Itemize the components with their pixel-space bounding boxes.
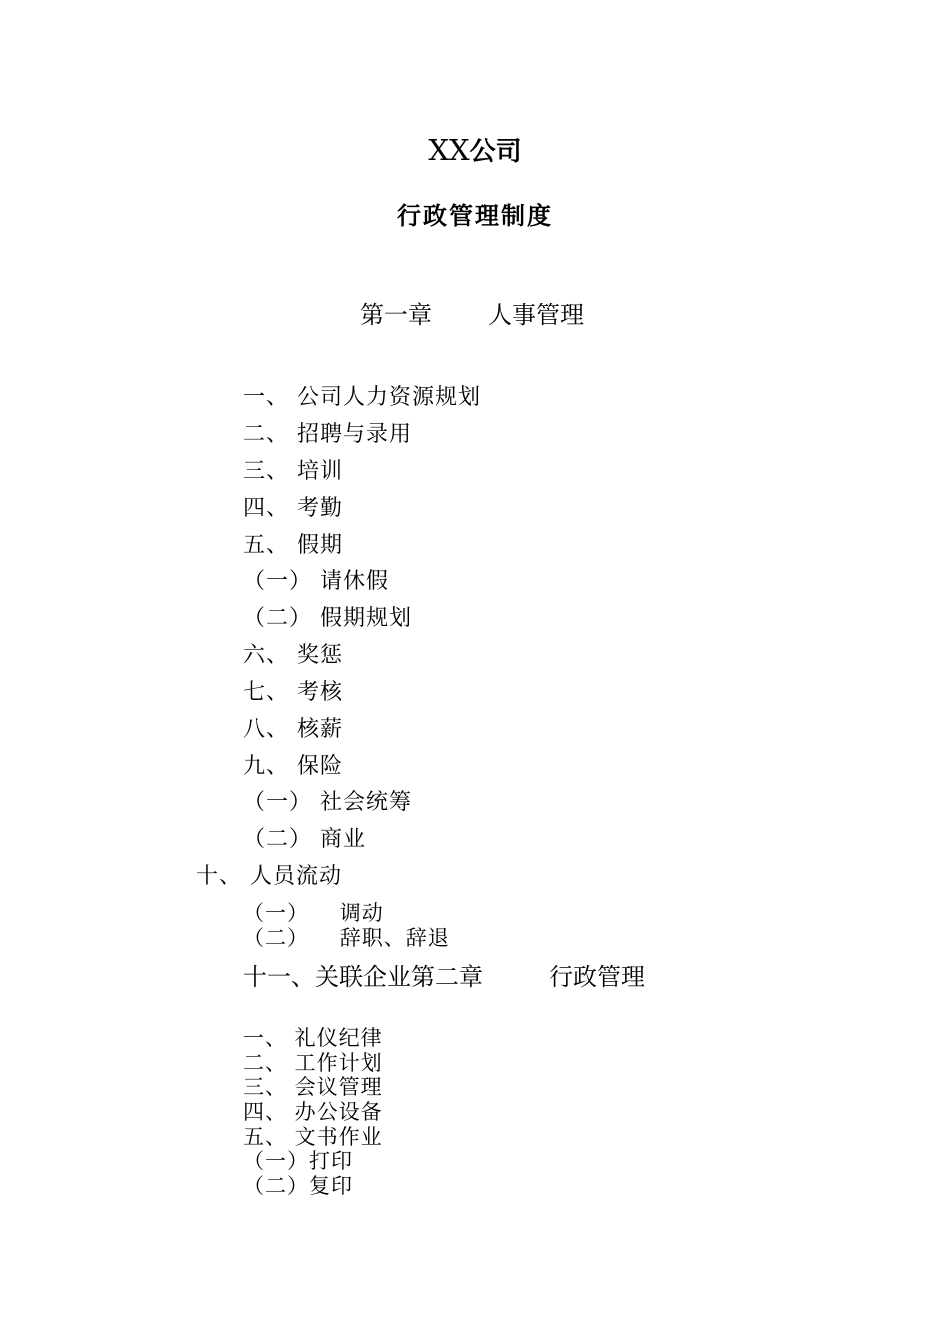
toc-item: 十一、关联企业	[243, 963, 411, 991]
toc-item: 四、 办公设备	[243, 1100, 383, 1124]
toc-item: 十、 人员流动	[196, 864, 342, 889]
chapter-2-heading-line	[243, 965, 645, 989]
toc-item: 一、 礼仪纪律	[243, 1026, 383, 1050]
company-latin: XX	[428, 133, 470, 167]
toc-item: 九、 保险	[243, 754, 343, 779]
toc-subitem: （一） 请休假	[243, 569, 389, 594]
toc-item: 三、 会议管理	[243, 1075, 383, 1099]
company-cn: 公司	[469, 137, 522, 167]
toc-item: 八、 核薪	[243, 717, 343, 742]
chapter-2-name: 行政管理	[549, 963, 645, 991]
chapter-2-number: 第二章	[411, 963, 483, 991]
toc-subitem: （二） 辞职、辞退	[243, 926, 450, 950]
toc-item: 三、 培训	[243, 459, 343, 484]
toc-item: 五、 假期	[243, 533, 343, 558]
toc-subitem: （二） 假期规划	[243, 606, 412, 631]
toc-subitem: （二） 商业	[243, 827, 366, 852]
toc-item: 六、 奖惩	[243, 643, 343, 668]
toc-subitem: （一） 社会统筹	[243, 790, 412, 815]
chapter-1-heading	[360, 303, 584, 327]
toc-subitem: （一） 调动	[243, 901, 384, 925]
toc-item: 二、 工作计划	[243, 1051, 383, 1075]
toc-subitem: （二）复印	[243, 1174, 353, 1198]
toc-item: 二、 招聘与录用	[243, 422, 412, 447]
toc-item: 五、 文书作业	[243, 1125, 383, 1149]
toc-item: 一、 公司人力资源规划	[243, 385, 481, 410]
toc-item: 七、 考核	[243, 680, 343, 705]
toc-subitem: （一）打印	[243, 1149, 353, 1173]
document-title: 行政管理制度	[397, 202, 553, 230]
toc-item: 四、 考勤	[243, 496, 343, 521]
chapter-1-number: 第一章	[360, 301, 432, 329]
chapter-1-name: 人事管理	[488, 301, 584, 329]
company-name	[0, 133, 950, 167]
